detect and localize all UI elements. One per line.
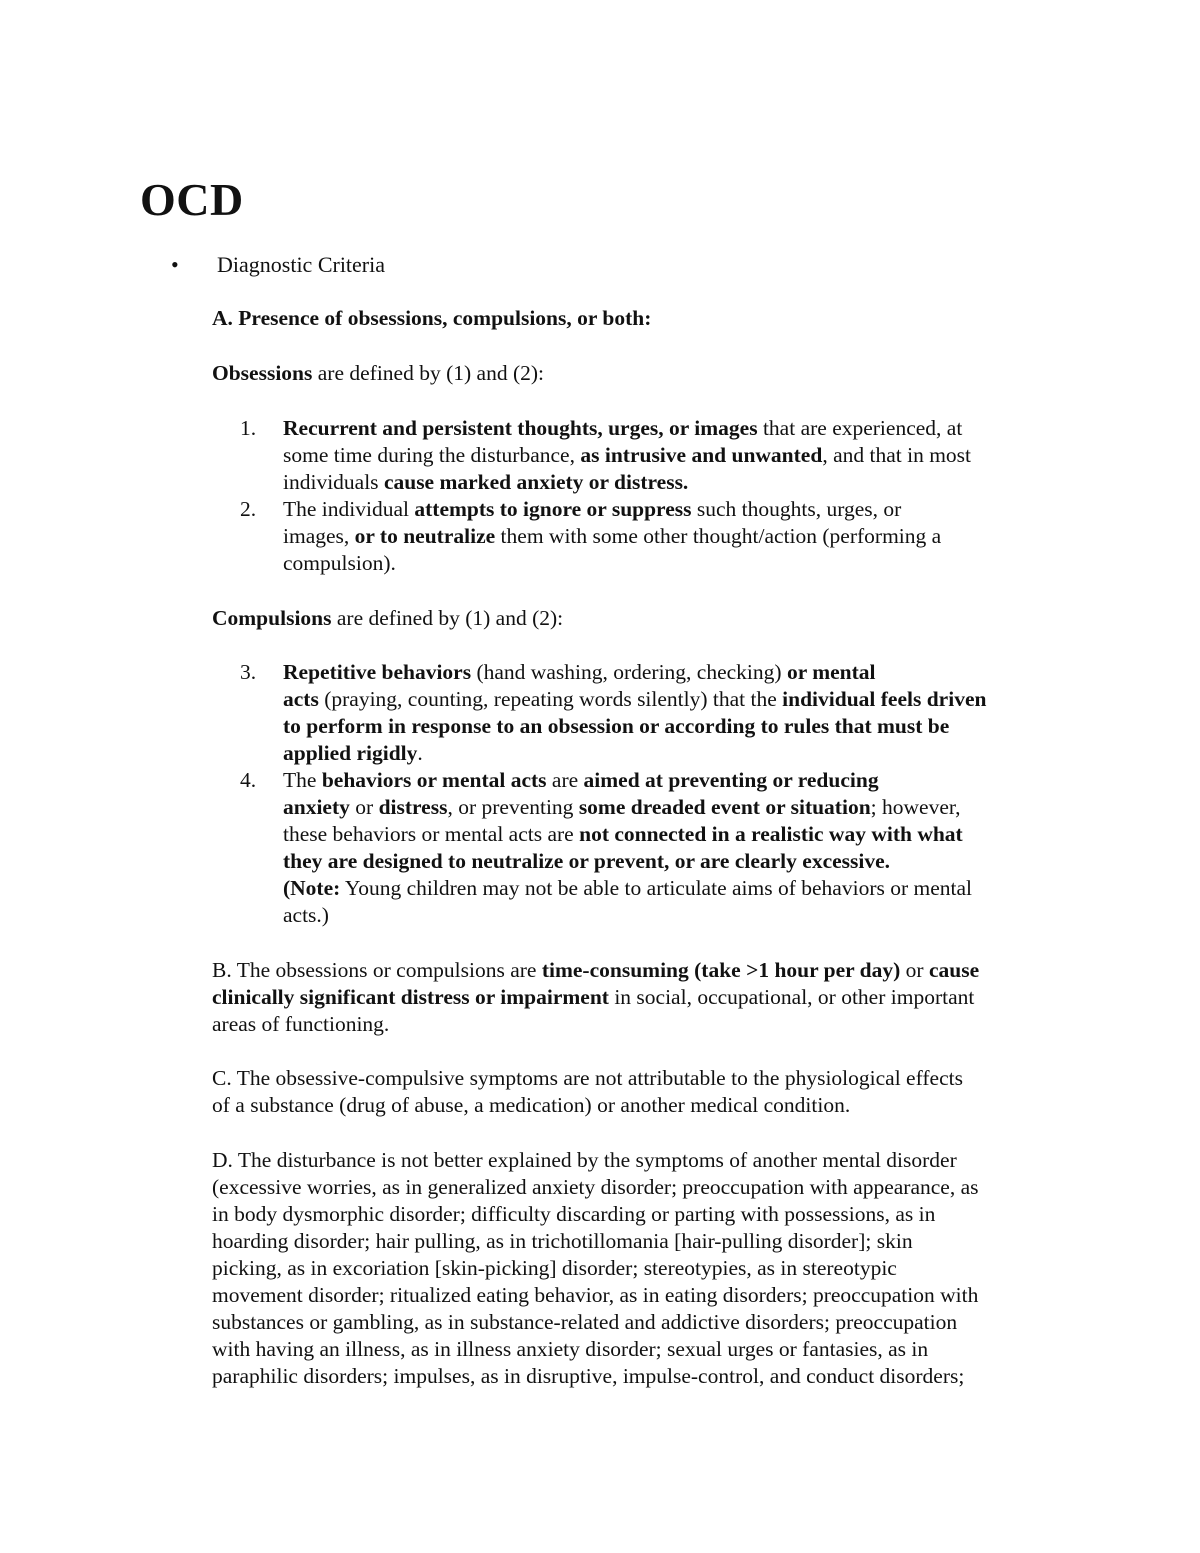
text-run: that are experienced, at	[757, 416, 963, 440]
list-item	[240, 415, 1070, 496]
text-line	[283, 469, 1070, 496]
text-run: The individual	[283, 497, 415, 521]
bold-text: aimed at preventing or reducing	[583, 768, 879, 792]
bold-text: as intrusive and unwanted	[580, 443, 823, 467]
bold-text: clinically significant distress or impairment	[212, 985, 609, 1009]
bold-text: cause	[928, 958, 980, 982]
text-run: in body dysmorphic disorder; difficulty discarding or parting with possessions, as in	[212, 1202, 936, 1226]
compulsions-term: Compulsions	[212, 606, 332, 630]
section-a-heading-text: A. Presence of obsessions, compulsions, or both:	[212, 306, 652, 330]
bold-text: cause marked anxiety or distress.	[383, 470, 689, 494]
text-run: C. The obsessive-compulsive symptoms are not attributable to the physiological effects	[212, 1066, 963, 1090]
text-run: B. The obsessions or compulsions are	[212, 958, 542, 982]
text-line	[283, 794, 1070, 821]
text-run: The	[283, 768, 322, 792]
text-run: movement disorder; ritualized eating behavior, as in eating disorders; preoccupation with	[212, 1283, 979, 1307]
section-b	[212, 957, 1062, 1038]
text-run: paraphilic disorders; impulses, as in disruptive, impulse-control, and conduct disorders;	[212, 1364, 965, 1388]
compulsions-list	[240, 659, 1070, 929]
text-line	[212, 1147, 1062, 1174]
text-line	[283, 415, 1070, 442]
list-number: 2.	[240, 497, 257, 521]
text-run: or	[900, 958, 929, 982]
bold-text: acts	[283, 687, 319, 711]
text-line	[212, 1092, 1062, 1119]
text-line	[283, 686, 1070, 713]
bullet-label: Diagnostic Criteria	[217, 252, 386, 277]
text-line	[283, 550, 1070, 577]
text-line	[283, 740, 1070, 767]
bold-text: time-consuming (take >1 hour per day)	[541, 958, 901, 982]
text-line	[212, 1336, 1062, 1363]
bold-text: distress	[378, 795, 448, 819]
bold-text: or to neutralize	[354, 524, 496, 548]
list-item	[240, 659, 1070, 767]
obsessions-term: Obsessions	[212, 361, 313, 385]
obsessions-lead	[212, 360, 1062, 387]
text-run: such thoughts, urges, or	[691, 497, 902, 521]
compulsions-lead	[212, 605, 1062, 632]
text-line	[212, 1201, 1062, 1228]
text-run: areas of functioning.	[212, 1012, 390, 1036]
text-run: are	[546, 768, 584, 792]
section-a-heading	[212, 305, 1062, 332]
text-line	[212, 1255, 1062, 1282]
text-run: or	[349, 795, 379, 819]
list-number: 3.	[240, 660, 257, 684]
text-line	[283, 713, 1070, 740]
text-run: compulsion).	[283, 551, 396, 575]
bold-text: Recurrent and persistent thoughts, urges, or images	[283, 416, 758, 440]
text-line	[283, 821, 1070, 848]
text-line	[212, 1309, 1062, 1336]
bold-text: individual feels driven	[782, 687, 987, 711]
text-line	[283, 496, 1070, 523]
obsessions-list	[240, 415, 1070, 577]
text-run: in social, occupational, or other important	[608, 985, 975, 1009]
text-line	[212, 1282, 1062, 1309]
text-run: (excessive worries, as in generalized anxiety disorder; preoccupation with appearance, as	[212, 1175, 979, 1199]
text-run: ; however,	[870, 795, 961, 819]
text-run: them with some other thought/action (performing a	[495, 524, 942, 548]
text-run: D. The disturbance is not better explained by the symptoms of another mental disorder	[212, 1148, 957, 1172]
section-c	[212, 1065, 1062, 1119]
text-run: hoarding disorder; hair pulling, as in trichotillomania [hair-pulling disorder]; skin	[212, 1229, 913, 1253]
text-line	[212, 1065, 1062, 1092]
obsessions-lead-text: are defined by (1) and (2):	[312, 361, 544, 385]
text-run: (hand washing, ordering, checking)	[471, 660, 787, 684]
bold-text: they are designed to neutralize or prevent, or are clearly excessive.	[283, 849, 891, 873]
text-line	[212, 957, 1062, 984]
text-line	[283, 767, 1070, 794]
text-run: some time during the disturbance,	[283, 443, 581, 467]
text-line	[212, 1228, 1062, 1255]
text-line	[283, 902, 1070, 929]
text-line	[283, 523, 1070, 550]
text-run: , or preventing	[447, 795, 579, 819]
text-run: Young children may not be able to articulate aims of behaviors or mental	[340, 876, 973, 900]
section-d	[212, 1147, 1062, 1390]
text-line	[212, 1174, 1062, 1201]
text-run: of a substance (drug of abuse, a medication) or another medical condition.	[212, 1093, 851, 1117]
text-run: with having an illness, as in illness anxiety disorder; sexual urges or fantasies, as in	[212, 1337, 929, 1361]
bullet-icon: •	[171, 252, 179, 277]
text-line	[212, 984, 1062, 1011]
bold-text: not connected in a realistic way with what	[579, 822, 963, 846]
bold-text: anxiety	[283, 795, 350, 819]
text-line	[283, 875, 1070, 902]
text-run: images,	[283, 524, 355, 548]
text-run: , and that in most	[822, 443, 972, 467]
text-line	[283, 848, 1070, 875]
bold-text: Repetitive behaviors	[283, 660, 472, 684]
bold-text: (Note:	[283, 876, 341, 900]
list-number: 4.	[240, 768, 257, 792]
bold-text: to perform in response to an obsession or according to rules that must be	[283, 714, 950, 738]
text-run: these behaviors or mental acts are	[283, 822, 580, 846]
text-run: acts.)	[283, 903, 329, 927]
text-run: individuals	[283, 470, 384, 494]
list-item	[240, 496, 1070, 577]
text-line	[283, 659, 1070, 686]
page-title: OCD	[140, 174, 244, 225]
text-run: substances or gambling, as in substance-related and addictive disorders; preoccupation	[212, 1310, 958, 1334]
text-run: picking, as in excoriation [skin-picking] disorder; stereotypies, as in stereotypic	[212, 1256, 897, 1280]
bold-text: applied rigidly	[283, 741, 418, 765]
list-number: 1.	[240, 416, 257, 440]
text-run: (praying, counting, repeating words silently) that the	[318, 687, 783, 711]
text-line	[212, 1011, 1062, 1038]
bold-text: some dreaded event or situation	[578, 795, 871, 819]
text-run: .	[417, 741, 423, 765]
bold-text: or mental	[786, 660, 876, 684]
text-line	[283, 442, 1070, 469]
list-item	[240, 767, 1070, 929]
text-line	[212, 1363, 1062, 1390]
bold-text: behaviors or mental acts	[321, 768, 547, 792]
compulsions-lead-text: are defined by (1) and (2):	[331, 606, 564, 630]
bold-text: attempts to ignore or suppress	[414, 497, 692, 521]
